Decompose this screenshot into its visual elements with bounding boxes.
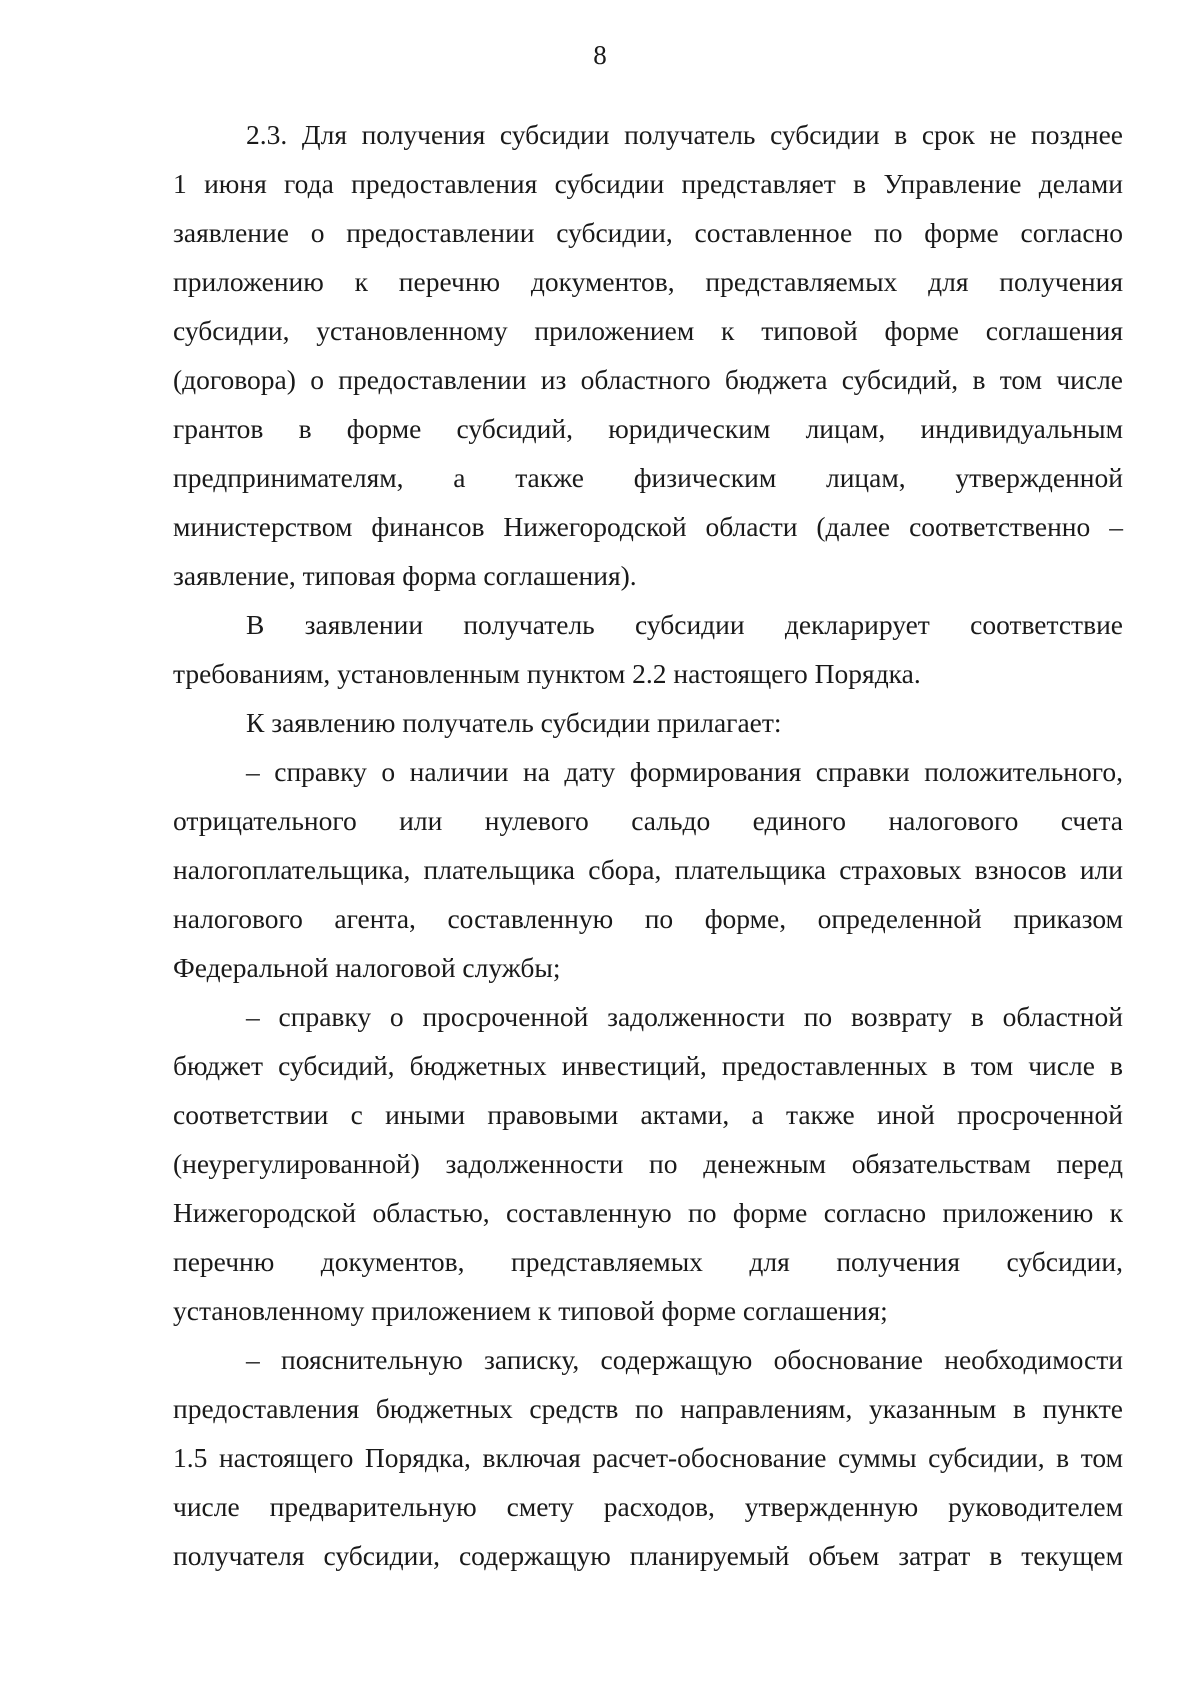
- text-line: 1.5 настоящего Порядка, включая расчет-обоснование суммы субсидии, в том: [173, 1442, 1123, 1473]
- text-line: К заявлению получатель субсидии прилагает:: [246, 707, 782, 738]
- text-line: министерством финансов Нижегородской области (далее соответственно –: [173, 511, 1123, 542]
- text-line: установленному приложением к типовой форме соглашения;: [173, 1295, 888, 1326]
- text-line: предоставления бюджетных средств по направлениям, указанным в пункте: [173, 1393, 1123, 1424]
- text-line: грантов в форме субсидий, юридическим лицам, индивидуальным: [173, 413, 1123, 444]
- text-line: – пояснительную записку, содержащую обоснование необходимости: [246, 1344, 1123, 1375]
- text-line: заявление, типовая форма соглашения).: [173, 560, 637, 591]
- text-line: налогоплательщика, плательщика сбора, плательщика страховых взносов или: [173, 854, 1123, 885]
- text-line: (договора) о предоставлении из областного бюджета субсидий, в том числе: [173, 364, 1123, 395]
- text-line: отрицательного или нулевого сальдо единого налогового счета: [173, 805, 1123, 836]
- text-line: числе предварительную смету расходов, утвержденную руководителем: [173, 1491, 1123, 1522]
- text-line: – справку о наличии на дату формирования справки положительного,: [246, 756, 1123, 787]
- text-line: 1 июня года предоставления субсидии представляет в Управление делами: [173, 168, 1123, 199]
- text-line: приложению к перечню документов, представляемых для получения: [173, 266, 1123, 297]
- text-line: требованиям, установленным пунктом 2.2 настоящего Порядка.: [173, 658, 921, 689]
- text-line: бюджет субсидий, бюджетных инвестиций, предоставленных в том числе в: [173, 1050, 1123, 1081]
- text-line: субсидии, установленному приложением к типовой форме соглашения: [173, 315, 1123, 346]
- text-line: налогового агента, составленную по форме, определенной приказом: [173, 903, 1123, 934]
- text-line: – справку о просроченной задолженности по возврату в областной: [246, 1001, 1123, 1032]
- text-line: 2.3. Для получения субсидии получатель субсидии в срок не позднее: [246, 119, 1123, 150]
- text-line: Нижегородской областью, составленную по форме согласно приложению к: [173, 1197, 1123, 1228]
- document-body: [173, 110, 1123, 1580]
- text-line: получателя субсидии, содержащую планируемый объем затрат в текущем: [173, 1540, 1123, 1571]
- text-line: В заявлении получатель субсидии декларирует соответствие: [246, 609, 1123, 640]
- text-line: соответствии с иными правовыми актами, а также иной просроченной: [173, 1099, 1123, 1130]
- text-line: (неурегулированной) задолженности по денежным обязательствам перед: [173, 1148, 1123, 1179]
- text-line: перечню документов, представляемых для получения субсидии,: [173, 1246, 1123, 1277]
- text-line: Федеральной налоговой службы;: [173, 952, 561, 983]
- text-line: заявление о предоставлении субсидии, составленное по форме согласно: [173, 217, 1123, 248]
- page-number: 8: [593, 40, 607, 70]
- text-line: предпринимателям, а также физическим лицам, утвержденной: [173, 462, 1123, 493]
